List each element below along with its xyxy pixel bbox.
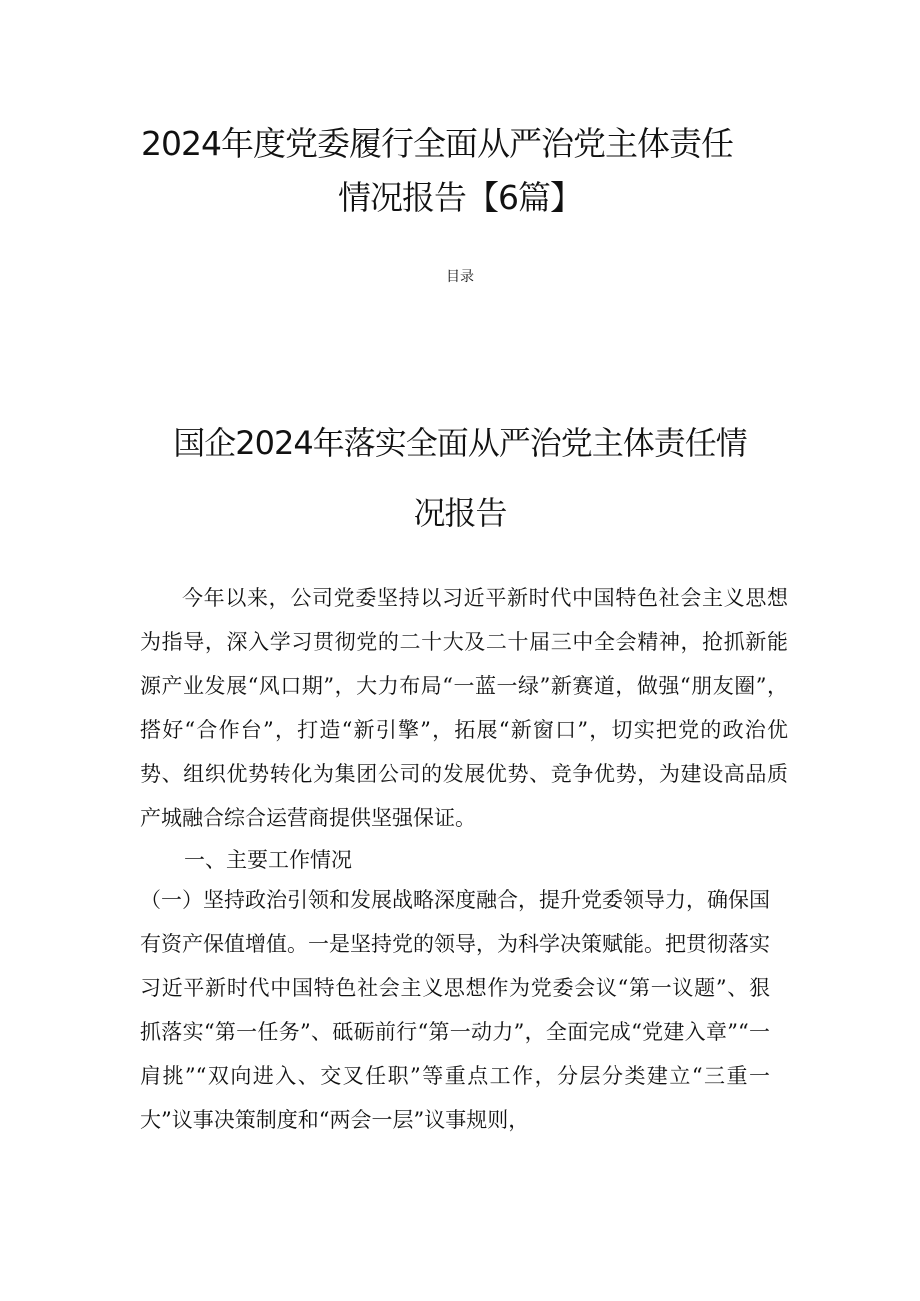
section-title-line-1: 国企2024年落实全面从严治党主体责任情 <box>173 424 747 462</box>
paragraph-political-leadership: （一）坚持政治引领和发展战略深度融合，提升党委领导力，确保国有资产保值增值。一是坚持党的领导，为科学决策赋能。把贯彻落实习近平新时代中国特色社会主义思想作为党委会议“第一议题”、狠抓落实“第一任务”、砥砺前行“第一动力”，全面完成“党建入章”“一肩挑”“双向进入、交叉任职”等重点工作，分层分类建立“三重一大”议事决策制度和“两会一层”议事规则， <box>140 888 770 1132</box>
intro-paragraph: 今年以来，公司党委坚持以习近平新时代中国特色社会主义思想为指导，深入学习贯彻党的二十大及二十届三中全会精神，抢抓新能源产业发展“风口期”，大力布局“一蓝一绿”新赛道，做强“朋友圈”，搭好“合作台”，打造“新引擎”，拓展“新窗口”，切实把党的政治优势、组织优势转化为集团公司的发展优势、竞争优势，为建设高品质产城融合综合运营商提供坚强保证。 <box>140 586 788 830</box>
section-title-line-2: 况报告 <box>413 494 507 532</box>
document-title-line-1: 2024年度党委履行全面从严治党主体责任 <box>141 124 733 163</box>
section-heading-main-work: 一、主要工作情况 <box>184 848 352 872</box>
table-of-contents-label: 目录 <box>446 269 474 285</box>
document-title-line-2: 情况报告【6篇】 <box>338 178 582 217</box>
